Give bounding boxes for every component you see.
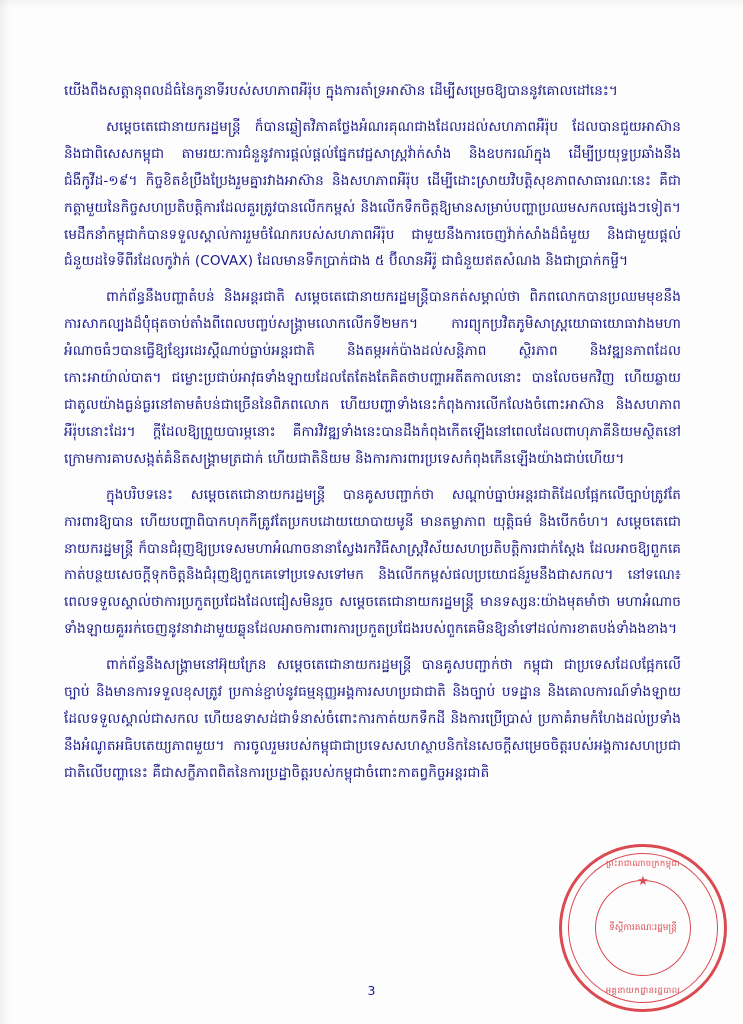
paragraph-5: ពាក់ព័ន្ធនឹងសង្គ្រាមនៅអ៊ុយក្រែន សម្តេចតេជោនាយករដ្ឋមន្ត្រី បានគូសបញ្ជាក់ថា កម្ពុជា ជាប្រទេសដែលផ្អែកលើច្បាប់ និងមានការទទួលខុសត្រូវ ប្រកាន់ខ្ជាប់នូវធម្មនុញ្ញអង្គការសហប្រជាជាតិ និងច្បាប់ បទដ្ឋាន និងគោលការណ៍ទាំងឡាយដែលទទួលស្គាល់ជាសកល ហើយឧទាសដ់ជាទំនាស់ចំពោះការកាត់យកទឹកដី និងការប្រើប្រាស់ ប្រកាគំរាមកំហែងដល់ប្រទាំងនឹងអំណូតអធិបតេយ្យភាពមួយ។ ការចូលរួមរបស់កម្ពុជាជាប្រទេសសហស្ថាបនិកនៃសេចក្តីសម្រេចចិត្តរបស់អង្គការសហប្រជាជាតិលើបញ្ហានេះ គឺជាសក្ខីភាពពិតនៃការប្រដ្ឋាចិត្តរបស់កម្ពុជាចំពោះកាតព្វកិច្ចអន្តរជាតិ: [64, 657, 681, 781]
document-body: [64, 78, 681, 787]
star-icon: ★: [637, 874, 649, 889]
scan-edge-left: [0, 0, 10, 1024]
paragraph-1: យើងពឹងសត្តានុពលដ៏ធំនៃកូនាទីរបស់សហភាពអឺរ៉ុប ក្នុងការតាំទ្រអាស៊ាន ដើម្បីសម្រេចឱ្យបាននូវគោលដៅនេះ។: [64, 83, 618, 99]
seal-ring-inner: [568, 853, 718, 1003]
paragraph-2: សម្តេចតេជោនាយករដ្ឋមន្ត្រី ក៏បានឆ្លៀតវិភាគថ្លែងអំណរគុណជាងដែលរដល់សហភាពអឺរ៉ុប ដែលបានជួយអាស៊ាន និងជាពិសេសកម្ពុជា តាមរយៈការជំនួនូវការផ្តល់ផ្តល់ផ្នែកវេជ្ជសាស្ត្រវ៉ាក់សាំង និងឧបករណ៍ក្នុង ដើម្បីប្រយុទ្ធប្រឆាំងនឹងជំងឺកូវីដ-១៩។ កិច្ចខិតខំប្រឹងប្រែងរួមគ្នារវាងអាស៊ាន និងសហភាពអឺរ៉ុប ដើម្បីដោះស្រាយវិបត្តិសុខភាពសាធារណៈនេះ គឺជាកត្តាមួយនៃកិច្ចសហប្រតិបត្តិការដែលគួរត្រូវបានលើកកម្ពស់ និងលើកទឹកចិត្តឱ្យមានសម្រាប់បញ្ហាប្រឈមសកលផ្សេងៗទៀត។ មេដឹកនាំកម្ពុជាកំបានទទួលស្គាល់ការរួមចំណែករបស់សហភាពអឺរ៉ុប ជាមួយនឹងការចេញវ៉ាក់សាំងដ៏ធំមួយ និងជាមួយផ្តល់ជំនួយដទៃទីពីរដែលកូវ៉ាក់ (COVAX) ដែលមានទឹកប្រាក់ជាង ៥ ប៊ីលានអឺរ៉ូ ជាជំនួយឥតសំណង និងជាប្រាក់កម្ចី។: [64, 118, 681, 270]
page-number: 3: [367, 983, 376, 998]
paragraph-3: ពាក់ព័ន្ធនឹងបញ្ហាតំបន់ និងអន្តរជាតិ សម្តេចតេជោនាយករដ្ឋមន្ត្រីបានកត់សម្គាល់ថា ពិភពលោកបានប្រឈមមុខនឹងការសាកល្បងដ៏ប៉ុំផុតចាប់តាំងពីពេលបញ្ចប់សង្គ្រាមលោកលើកទី២មក។ ការព្យុកប្រវិតភូមិសាស្ត្រយោធាយោធាវាងមហាអំណាចធំៗបានធ្វើឱ្យខ្សែរដេរស្តីណាប់ធ្លាប់អន្តរជាតិ និងតម្កអក់ប៉ាងដល់សន្តិភាព ស្ថិរភាព និងវឌ្ឍនភាពដែលកោះអាយ៉ាល់បាត។ ជម្លោះប្រជាប់អាវុធទាំងឡាយដែលតែតែងតែគិតថាបញ្ហាអតីតកាលនោះ បានលែចមកវិញ ហើយឆ្លាយជាតូលយ៉ាងធ្ងន់ធ្ងរនៅតាមតំបន់ជាច្រើននៃពិភពលោក ហើយបញ្ហាទាំងនេះកំពុងការលើកលែងចំពោះអាស៊ាន និងសហភាពអឺរ៉ុបនោះដែរ។ ក្ដីដែលឱ្យព្រួយបារម្ភនោះ គឺការវិវឌ្ឍទាំងនេះបានដឹងកំពុងកើតឡើងនៅពេលដែលពាហុភាគីនិយមស្ថិតនៅក្រោមការគាបសង្កត់គំនិតសង្គ្រាមត្រជាក់ ហើយជាតិនិយម និងការការពារប្រទេសកំពុងកើនឡើងយ៉ាងជាប់ហើយ។: [64, 289, 681, 467]
seal-center-text: ទីស្តីការគណៈរដ្ឋមន្ត្រី: [609, 922, 677, 933]
seal-top-text: ព្រះរាជាណាចក្រកម្ពុជា: [605, 859, 681, 869]
scan-edge-top: [0, 0, 743, 8]
seal-bottom-text: អគ្គនាយកដ្ឋានរដ្ឋបាល: [605, 986, 681, 996]
paragraph-4: ក្នុងបរិបទនេះ សម្តេចតេជោនាយករដ្ឋមន្ត្រី បានគូសបញ្ជាក់ថា សណ្តាប់ធ្នាប់អន្តរជាតិដែលផ្អែកលើច្បាប់ត្រូវតែការពារឱ្យបាន ហើយបញ្ហាពិបាកហុកកីត្រូវតែប្រកបដោយយោបាយមូនី មានតម្លាភាព យុត្តិធម៌ និងបើកចំហ។ សម្តេចតេជោនាយករដ្ឋមន្ត្រី ក៏បានជំរុញឱ្យប្រទេសមហាអំណាចនានាស្វែងរកវិធីសាស្ត្រវិស័យសហប្រតិបត្តិការជាក់ស្តែង ដែលអាចឱ្យពួកគេកាត់បន្ថយសេចក្តីទុកចិត្តនិងជំរុញឱ្យពួកគេទៅប្រទេសទៅមក និងលើកកម្ពស់ផលប្រយោជន៍រួមនឹងជាសកល។ នៅទណេ៖ពេលទទួលស្គាល់ថាការប្រកួតប្រជែងដែលជៀសមិនរួច សម្តេចតេជោនាយករដ្ឋមន្ត្រី មានទស្សនៈយ៉ាងមុតមាំថា មហាអំណាចទាំងឡាយគួររក់ចេញនូវនាវាដាមួយឆ្លុនដែលអាចការពារការប្រកួតប្រជែងរបស់ពួកគេមិនឱ្យនាំទៅដល់ការខាតបង់ទាំងងខាង។: [64, 486, 681, 638]
seal-ring-core: [595, 880, 691, 976]
